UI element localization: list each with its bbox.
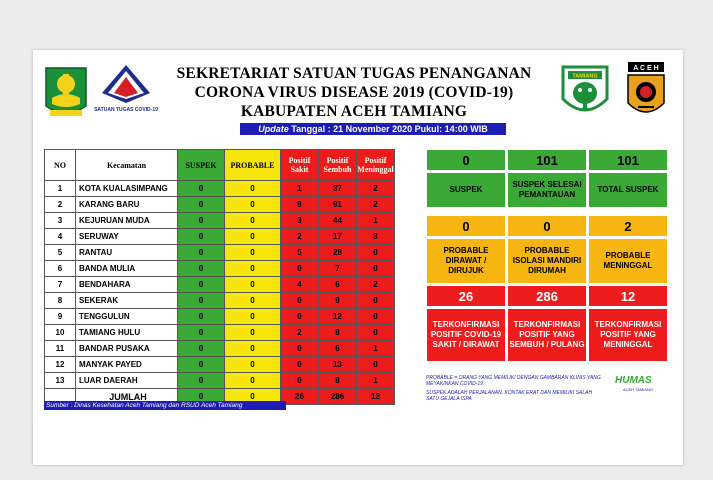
row-meninggal: 0 — [357, 325, 395, 341]
row-no: 12 — [45, 357, 76, 373]
row-sembuh: 37 — [319, 181, 357, 197]
row-no: 1 — [45, 181, 76, 197]
positif-meninggal-value: 12 — [588, 285, 668, 307]
row-no: 10 — [45, 325, 76, 341]
row-sakit: 0 — [281, 309, 319, 325]
row-sembuh: 8 — [319, 373, 357, 389]
update-bar — [240, 123, 506, 135]
row-probable: 0 — [225, 309, 281, 325]
row-sakit: 1 — [281, 181, 319, 197]
row-suspek: 0 — [178, 245, 225, 261]
probable-meninggal-label: PROBABLE MENINGGAL — [588, 238, 668, 284]
bnpb-text: SATUAN TUGAS COVID-19 — [94, 107, 158, 113]
row-suspek: 0 — [178, 181, 225, 197]
col-probable: PROBABLE — [225, 150, 281, 181]
table-header-row — [45, 150, 395, 181]
col-kecamatan: Kecamatan — [76, 150, 178, 181]
row-meninggal: 2 — [357, 181, 395, 197]
row-meninggal: 0 — [357, 261, 395, 277]
table-row — [45, 341, 395, 357]
probable-meninggal-value: 2 — [588, 215, 668, 237]
positif-sakit-value: 26 — [426, 285, 506, 307]
row-kecamatan: TAMIANG HULU — [76, 325, 178, 341]
source-note: Sumber : Dinas Kesehatan Aceh Tamiang dan RSUD Aceh Tamiang — [44, 401, 286, 410]
row-meninggal: 0 — [357, 357, 395, 373]
row-suspek: 0 — [178, 325, 225, 341]
aceh-police-logo — [624, 61, 668, 121]
col-suspek: SUSPEK — [178, 150, 225, 181]
row-meninggal: 2 — [357, 277, 395, 293]
row-sembuh: 28 — [319, 245, 357, 261]
probable-note: PROBABLE = ORANG YANG MEMILIKI DENGAN GAMBARAN KLINIS YANG MEYAKINKAN COVID-19 — [426, 375, 601, 387]
row-probable: 0 — [225, 245, 281, 261]
row-no: 8 — [45, 293, 76, 309]
row-sembuh: 12 — [319, 309, 357, 325]
row-kecamatan: LUAR DAERAH — [76, 373, 178, 389]
table-row — [45, 309, 395, 325]
row-suspek: 0 — [178, 197, 225, 213]
row-no: 3 — [45, 213, 76, 229]
row-sembuh: 6 — [319, 341, 357, 357]
row-sakit: 0 — [281, 341, 319, 357]
row-probable: 0 — [225, 229, 281, 245]
row-sembuh: 7 — [319, 261, 357, 277]
row-probable: 0 — [225, 213, 281, 229]
row-kecamatan: SERUWAY — [76, 229, 178, 245]
table-row — [45, 357, 395, 373]
row-sakit: 3 — [281, 213, 319, 229]
row-sakit: 2 — [281, 325, 319, 341]
row-sakit: 9 — [281, 197, 319, 213]
row-suspek: 0 — [178, 293, 225, 309]
row-sakit: 0 — [281, 357, 319, 373]
total-probable: 0 — [225, 389, 281, 405]
suspek-label: SUSPEK — [426, 172, 506, 208]
total-suspek-label: TOTAL SUSPEK — [588, 172, 668, 208]
row-sakit: 2 — [281, 229, 319, 245]
row-probable: 0 — [225, 197, 281, 213]
row-no: 5 — [45, 245, 76, 261]
table-row — [45, 293, 395, 309]
row-sembuh: 91 — [319, 197, 357, 213]
table-row — [45, 261, 395, 277]
probable-isolasi-value: 0 — [507, 215, 587, 237]
total-sembuh: 286 — [319, 389, 357, 405]
row-sembuh: 8 — [319, 325, 357, 341]
title-line-2: CORONA VIRUS DISEASE 2019 (COVID-19) — [194, 84, 514, 101]
col-positif-meninggal: Positif Meninggal — [357, 150, 395, 181]
row-kecamatan: TENGGULUN — [76, 309, 178, 325]
row-sembuh: 13 — [319, 357, 357, 373]
suspek-selesai-label: SUSPEK SELESAI PEMANTAUAN — [507, 172, 587, 208]
col-positif-sembuh: Positif Sembuh — [319, 150, 357, 181]
row-sakit: 5 — [281, 245, 319, 261]
probable-dirawat-label: PROBABLE DIRAWAT / DIRUJUK — [426, 238, 506, 284]
table-row — [45, 229, 395, 245]
police-text: A C E H — [633, 65, 659, 72]
suspek-selesai-value: 101 — [507, 149, 587, 171]
bnpb-covid19-logo — [94, 63, 158, 121]
title-line-3: KABUPATEN ACEH TAMIANG — [240, 103, 468, 120]
table-row — [45, 325, 395, 341]
row-suspek: 0 — [178, 229, 225, 245]
row-sembuh: 6 — [319, 277, 357, 293]
row-probable: 0 — [225, 341, 281, 357]
row-sakit: 0 — [281, 261, 319, 277]
table-row — [45, 197, 395, 213]
row-no: 9 — [45, 309, 76, 325]
row-sembuh: 9 — [319, 293, 357, 309]
row-meninggal: 0 — [357, 245, 395, 261]
total-label: JUMLAH — [76, 389, 178, 405]
row-no: 4 — [45, 229, 76, 245]
row-probable: 0 — [225, 293, 281, 309]
row-suspek: 0 — [178, 213, 225, 229]
row-kecamatan: SEKERAK — [76, 293, 178, 309]
row-kecamatan: MANYAK PAYED — [76, 357, 178, 373]
row-suspek: 0 — [178, 277, 225, 293]
row-suspek: 0 — [178, 357, 225, 373]
row-meninggal: 1 — [357, 373, 395, 389]
row-kecamatan: BANDA MULIA — [76, 261, 178, 277]
probable-dirawat-value: 0 — [426, 215, 506, 237]
row-kecamatan: BANDAR PUSAKA — [76, 341, 178, 357]
row-kecamatan: KEJURUAN MUDA — [76, 213, 178, 229]
row-meninggal: 0 — [357, 293, 395, 309]
positif-sembuh-label: TERKONFIRMASI POSITIF YANG SEMBUH / PULANG — [507, 308, 587, 362]
row-meninggal: 1 — [357, 341, 395, 357]
row-kecamatan: RANTAU — [76, 245, 178, 261]
row-probable: 0 — [225, 261, 281, 277]
row-no: 2 — [45, 197, 76, 213]
table-row — [45, 373, 395, 389]
row-meninggal: 2 — [357, 197, 395, 213]
update-prefix: Update — [258, 124, 289, 134]
row-no: 7 — [45, 277, 76, 293]
row-no: 6 — [45, 261, 76, 277]
table-row — [45, 213, 395, 229]
row-sakit: 0 — [281, 373, 319, 389]
row-suspek: 0 — [178, 309, 225, 325]
title-line-1: SEKRETARIAT SATUAN TUGAS PENANGANAN — [176, 65, 532, 82]
humas-subtitle: ACEH TAMIANG — [623, 387, 654, 392]
humas-logo: HUMAS — [615, 375, 652, 386]
suspek-value: 0 — [426, 149, 506, 171]
row-probable: 0 — [225, 277, 281, 293]
positif-sembuh-value: 286 — [507, 285, 587, 307]
total-meninggal: 12 — [357, 389, 395, 405]
positif-sakit-label: TERKONFIRMASI POSITIF COVID-19 SAKIT / DIRAWAT — [426, 308, 506, 362]
aceh-province-logo — [42, 66, 90, 120]
row-probable: 0 — [225, 373, 281, 389]
page-title — [163, 64, 545, 121]
row-kecamatan: BENDAHARA — [76, 277, 178, 293]
row-suspek: 0 — [178, 261, 225, 277]
total-sakit: 26 — [281, 389, 319, 405]
tamiang-text: TAMIANG — [572, 73, 598, 80]
row-probable: 0 — [225, 181, 281, 197]
table-row — [45, 277, 395, 293]
col-no: NO — [45, 150, 76, 181]
row-probable: 0 — [225, 325, 281, 341]
probable-isolasi-label: PROBABLE ISOLASI MANDIRI DIRUMAH — [507, 238, 587, 284]
infographic-card — [33, 50, 683, 465]
row-suspek: 0 — [178, 373, 225, 389]
row-no: 11 — [45, 341, 76, 357]
row-no: 13 — [45, 373, 76, 389]
row-kecamatan: KOTA KUALASIMPANG — [76, 181, 178, 197]
kecamatan-table — [44, 149, 395, 405]
row-meninggal: 1 — [357, 213, 395, 229]
total-suspek-value: 101 — [588, 149, 668, 171]
row-suspek: 0 — [178, 341, 225, 357]
row-sembuh: 44 — [319, 213, 357, 229]
update-datetime: Tanggal : 21 November 2020 Pukul: 14:00 WIB — [288, 124, 488, 134]
table-row — [45, 245, 395, 261]
row-meninggal: 0 — [357, 309, 395, 325]
table-row — [45, 181, 395, 197]
row-sakit: 0 — [281, 293, 319, 309]
total-suspek: 0 — [178, 389, 225, 405]
row-kecamatan: KARANG BARU — [76, 197, 178, 213]
col-positif-sakit: Positif Sakit — [281, 150, 319, 181]
row-meninggal: 3 — [357, 229, 395, 245]
aceh-tamiang-logo — [560, 63, 610, 121]
suspek-note: SUSPEK ADALAH PERJALANAN, KONTAK ERAT DAN MEMILIKI SALAH SATU GEJALA ISPA — [426, 390, 593, 402]
row-sembuh: 17 — [319, 229, 357, 245]
row-probable: 0 — [225, 357, 281, 373]
positif-meninggal-label: TERKONFIRMASI POSITIF YANG MENINGGAL — [588, 308, 668, 362]
row-sakit: 4 — [281, 277, 319, 293]
